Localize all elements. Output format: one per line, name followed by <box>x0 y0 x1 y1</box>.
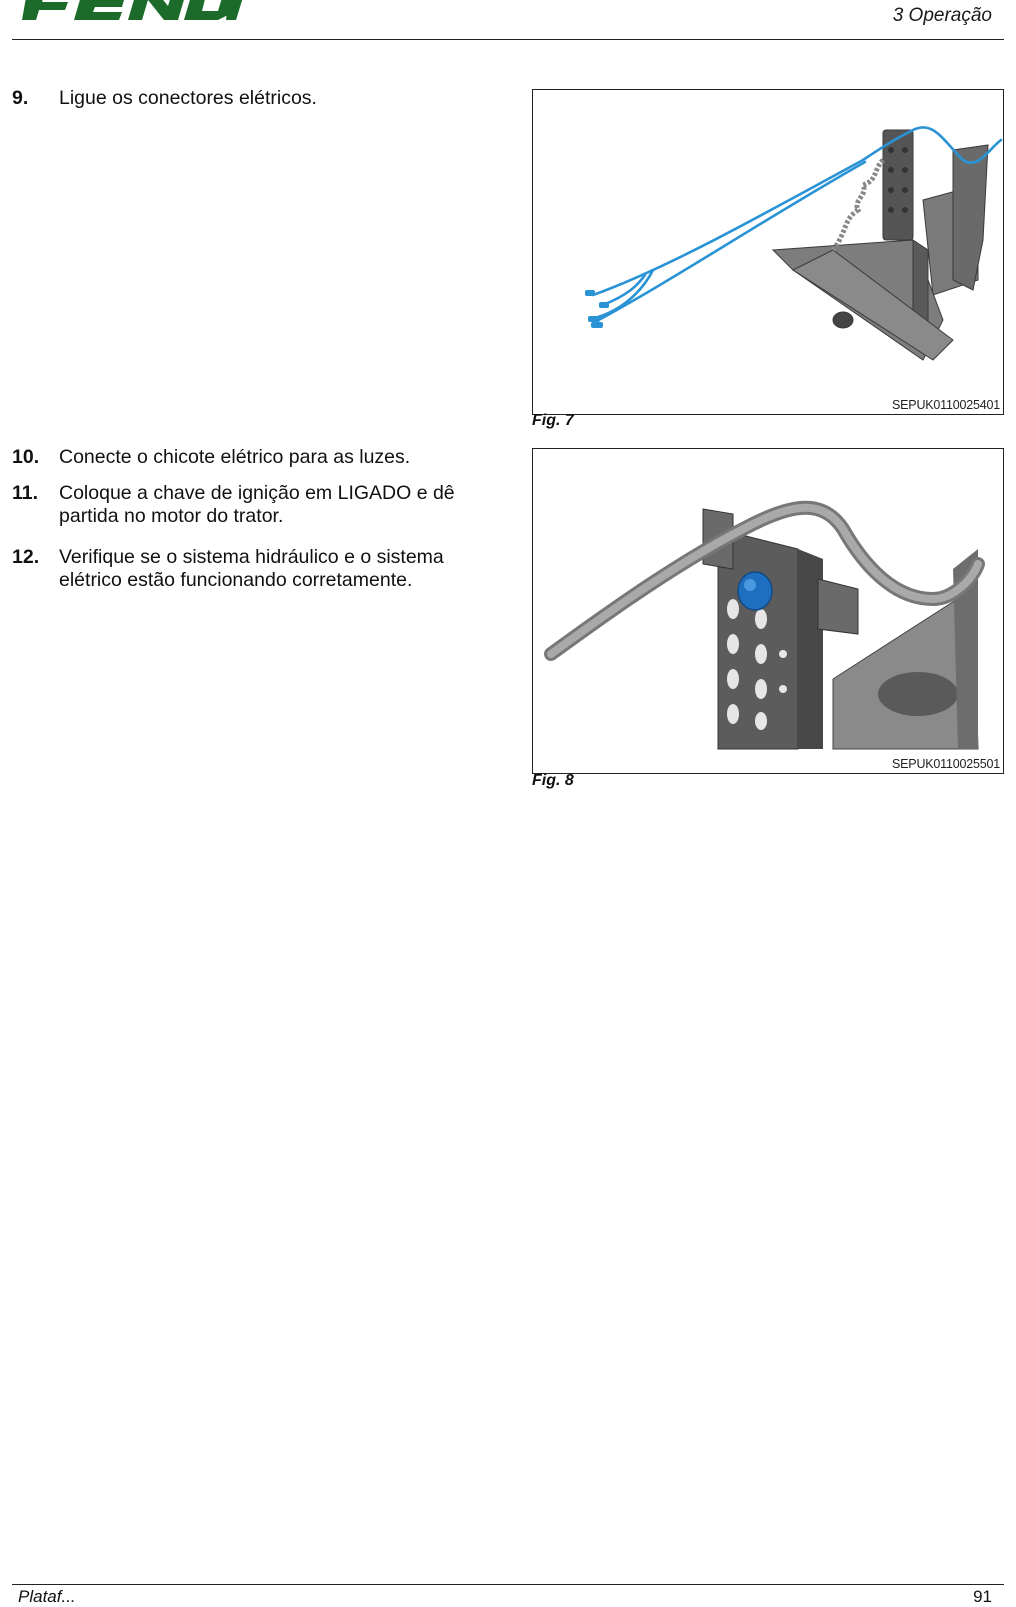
header-rule <box>12 39 1004 40</box>
figure-caption: Fig. 8 <box>532 772 574 789</box>
figure-caption: Fig. 7 <box>532 412 574 429</box>
footer-rule <box>12 1584 1004 1585</box>
step-number: 11. <box>12 482 39 504</box>
step-number: 12. <box>12 546 40 568</box>
brand-logo-mark <box>22 0 252 20</box>
step-text: Coloque a chave de ignição em LIGADO e dê partida no motor do trator. <box>59 482 455 527</box>
figure-7 <box>532 89 1004 415</box>
figure-code: SEPUK0110025401 <box>892 398 1000 412</box>
page-header <box>0 0 1016 42</box>
footer-doc-title: Plataf... <box>18 1587 76 1606</box>
figure-code: SEPUK0110025501 <box>892 757 1000 771</box>
page-number: 91 <box>973 1587 992 1606</box>
brand-logo <box>22 0 252 20</box>
figure-8-illustration <box>533 449 1003 773</box>
step-number: 9. <box>12 87 29 109</box>
step-number: 10. <box>12 446 40 468</box>
step-text: Conecte o chicote elétrico para as luzes. <box>59 446 411 468</box>
figure-8 <box>532 448 1004 774</box>
figure-7-illustration <box>533 90 1003 414</box>
step-text: Verifique se o sistema hidráulico e o sistema elétrico estão funcionando corretamente. <box>59 546 444 591</box>
step-text: Ligue os conectores elétricos. <box>59 87 317 109</box>
chapter-title: 3 Operação <box>892 5 992 26</box>
